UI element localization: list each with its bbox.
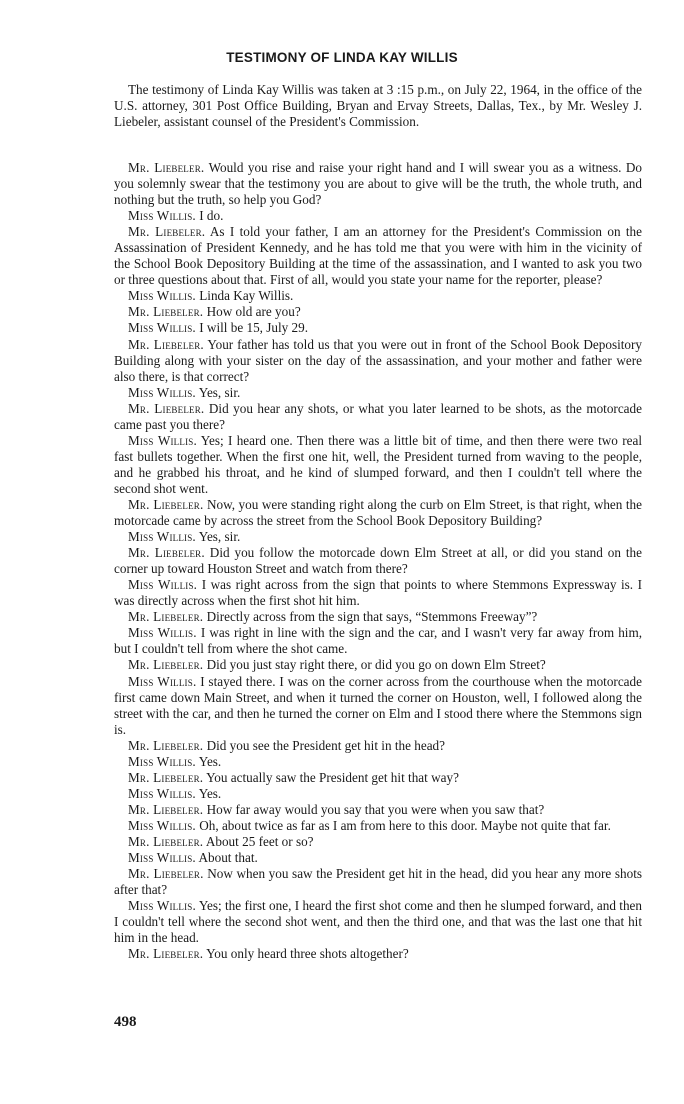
testimony-paragraph	[114, 401, 642, 433]
testimony-text: Did you see the President get hit in the head?	[203, 737, 445, 753]
testimony-text: I stayed there. I was on the corner across from the courthouse when the motorcade first came down Main Street, and when it turned the corner on Houston, well, I followed along the street with the car, and then he turned the corner on Elm and I stood there where the Stemmons sign is.	[114, 673, 642, 737]
testimony-paragraph	[114, 208, 642, 224]
speaker-label: Mr. Liebeler.	[128, 737, 204, 753]
testimony-paragraph	[114, 898, 642, 946]
speaker-label: Mr. Liebeler.	[128, 496, 204, 512]
testimony-paragraph	[114, 786, 642, 802]
speaker-label: Mr. Liebeler.	[128, 304, 204, 320]
testimony-text: Your father has told us that you were out in front of the School Book Depository Building along with your sister on the day of the assassination, and your mother and father were also there, is that correct?	[114, 336, 642, 384]
testimony-paragraph	[114, 818, 642, 834]
page-title: TESTIMONY OF LINDA KAY WILLIS	[226, 50, 458, 65]
testimony-paragraph	[114, 577, 642, 609]
testimony-text: Would you rise and raise your right hand and I will swear you as a witness. Do you solemnly swear that the testimony you are about to give will be the truth, the whole truth, and nothing but the truth, so help you God?	[114, 160, 642, 208]
testimony-paragraph	[114, 625, 642, 657]
testimony-paragraph	[114, 738, 642, 754]
speaker-label: Miss Willis.	[128, 850, 196, 866]
speaker-label: Mr. Liebeler.	[128, 946, 204, 962]
testimony-text: Yes.	[195, 753, 222, 769]
testimony-paragraph	[114, 288, 642, 304]
testimony-text: Yes; the first one, I heard the first shot come and then he slumped forward, and then I couldn't tell where the second shot went, and then the third one, and that was the last one that hit him in the head.	[114, 898, 642, 946]
speaker-label: Miss Willis.	[128, 753, 196, 769]
speaker-label: Mr. Liebeler.	[128, 833, 204, 849]
testimony-paragraph	[114, 497, 642, 529]
testimony-paragraph	[114, 529, 642, 545]
speaker-label: Miss Willis.	[128, 577, 198, 593]
speaker-label: Mr. Liebeler.	[128, 657, 204, 673]
speaker-label: Mr. Liebeler.	[128, 336, 204, 352]
testimony-text: Yes; I heard one. Then there was a little bit of time, and then there were two real fast bullets together. When the first one hit, well, the President turned from waving to the people, and he grabbed his throat, and he kind of slumped forward, and then I couldn't tell where the second shot went.	[114, 432, 642, 496]
speaker-label: Miss Willis.	[128, 320, 196, 336]
testimony-text: How far away would you say that you were when you saw that?	[203, 801, 545, 817]
testimony-text: As I told your father, I am an attorney for the President's Commission on the Assassination of President Kennedy, and he has told me that you were with him in the vicinity of the School Book Depository Building at the time of the assassination, and I wanted to ask you two or three questions about that. First of all, would you state your name for the reporter, please?	[114, 224, 642, 288]
testimony-text: Yes, sir.	[195, 384, 241, 400]
testimony-paragraph	[114, 385, 642, 401]
testimony-paragraph	[114, 320, 642, 336]
testimony-text: Yes.	[195, 785, 222, 801]
testimony-paragraph	[114, 304, 642, 320]
speaker-label: Mr. Liebeler.	[128, 160, 205, 175]
testimony-text: Oh, about twice as far as I am from here to this door. Maybe not quite that far.	[195, 817, 611, 833]
speaker-label: Mr. Liebeler.	[128, 609, 204, 625]
intro-paragraph	[114, 82, 642, 130]
testimony-text: About that.	[195, 850, 258, 866]
testimony-text: Did you just stay right there, or did you go on down Elm Street?	[203, 657, 546, 673]
speaker-label: Miss Willis.	[128, 384, 196, 400]
testimony-paragraph	[114, 754, 642, 770]
speaker-label: Miss Willis.	[128, 288, 196, 304]
testimony-text: Did you follow the motorcade down Elm Street at all, or did you stand on the corner up toward Houston Street and watch from there?	[114, 545, 642, 577]
speaker-label: Mr. Liebeler.	[128, 224, 206, 240]
speaker-label: Mr. Liebeler.	[128, 545, 205, 561]
testimony-paragraph	[114, 160, 642, 208]
testimony-paragraph	[114, 337, 642, 385]
speaker-label: Miss Willis.	[128, 208, 196, 224]
testimony-text: How old are you?	[203, 304, 301, 320]
testimony-text: Now, you were standing right along the curb on Elm Street, is that right, when the motorcade came by across the street from the School Book Depository Building?	[114, 496, 642, 529]
testimony-text: You only heard three shots altogether?	[203, 946, 409, 962]
speaker-label: Miss Willis.	[128, 625, 197, 641]
testimony-text: Yes, sir.	[195, 529, 241, 545]
testimony-body	[114, 160, 642, 962]
testimony-text: You actually saw the President get hit that way?	[203, 769, 459, 785]
testimony-text: I was right across from the sign that points to where Stemmons Expressway is. I was directly across when the first shot hit him.	[114, 577, 642, 609]
intro-text: The testimony of Linda Kay Willis was taken at 3 :15 p.m., on July 22, 1964, in the office of the U.S. attorney, 301 Post Office Building, Bryan and Ervay Streets, Dallas, Tex., by Mr. Wesley J. Liebeler, assistant counsel of the President's Commission.	[114, 82, 642, 129]
testimony-paragraph	[114, 834, 642, 850]
testimony-paragraph	[114, 224, 642, 288]
speaker-label: Mr. Liebeler.	[128, 769, 204, 785]
speaker-label: Mr. Liebeler.	[128, 866, 204, 882]
testimony-text: Now when you saw the President get hit in the head, did you hear any more shots after that?	[114, 866, 642, 898]
testimony-paragraph	[114, 674, 642, 738]
speaker-label: Mr. Liebeler.	[128, 400, 205, 416]
speaker-label: Miss Willis.	[128, 529, 196, 545]
testimony-paragraph	[114, 433, 642, 497]
page-number: 498	[114, 1014, 137, 1030]
testimony-text: I do.	[195, 208, 224, 224]
testimony-paragraph	[114, 946, 642, 962]
testimony-paragraph	[114, 866, 642, 898]
speaker-label: Miss Willis.	[128, 817, 196, 833]
testimony-text: I was right in line with the sign and the car, and I wasn't very far away from him, but I couldn't tell from where the shot came.	[114, 625, 643, 657]
testimony-paragraph	[114, 850, 642, 866]
testimony-paragraph	[114, 802, 642, 818]
testimony-text: Did you hear any shots, or what you later learned to be shots, as the motorcade came past you there?	[114, 400, 642, 432]
testimony-text: Linda Kay Willis.	[195, 288, 294, 304]
speaker-label: Mr. Liebeler.	[128, 801, 204, 817]
speaker-label: Miss Willis.	[128, 673, 197, 689]
testimony-text: I will be 15, July 29.	[195, 320, 309, 336]
testimony-text: About 25 feet or so?	[203, 833, 314, 849]
speaker-label: Miss Willis.	[128, 432, 197, 448]
testimony-paragraph	[114, 657, 642, 673]
testimony-text: Directly across from the sign that says, “Stemmons Freeway”?	[203, 609, 538, 625]
speaker-label: Miss Willis.	[128, 898, 196, 914]
testimony-paragraph	[114, 545, 642, 577]
testimony-paragraph	[114, 609, 642, 625]
speaker-label: Miss Willis.	[128, 785, 196, 801]
testimony-paragraph	[114, 770, 642, 786]
